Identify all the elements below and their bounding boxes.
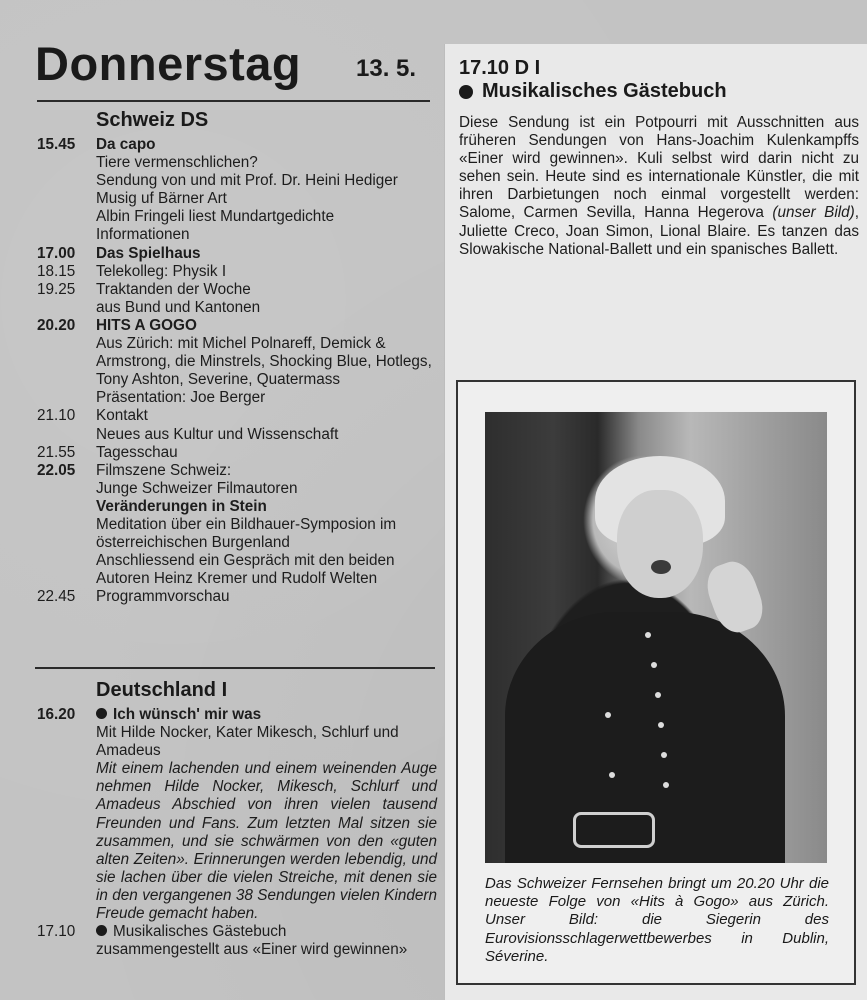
day-title: Donnerstag — [35, 37, 302, 90]
channel-title-schweiz: Schweiz DS — [96, 109, 209, 131]
photo-button — [661, 752, 667, 758]
photo-button — [651, 662, 657, 668]
program-line: Mit Hilde Nocker, Kater Mikesch, Schlurf und Amadeus — [96, 724, 399, 760]
program-line: Mit einem lachenden und einem weinenden Auge nehmen Hilde Nocker, Mikesch, Schlurf und Amadeus Abschied von ihren vielen tausend Freunden und Fans. Zum letzten Mal sitzen sie zusammen, und sie schwärmen von den «guten alten Zeiten». Erinnerungen werden lebendig, und sie lachen über die vielen Streiche, mit denen sie in den vergangenen 38 Sendungen vielen Kindern Freude gemacht haben. — [96, 760, 437, 923]
highlight-description — [459, 114, 859, 259]
program-line: Programmvorschau — [96, 588, 230, 606]
program-time: 18.15 — [37, 262, 76, 280]
program-body — [96, 923, 437, 959]
program-line: Neues aus Kultur und Wissenschaft — [96, 425, 339, 443]
program-body — [96, 263, 437, 281]
program-line: Meditation über ein Bildhauer-Symposion im österreichischen Burgenland — [96, 515, 397, 552]
divider — [37, 100, 430, 102]
photo-button — [605, 712, 611, 718]
program-line: Präsentation: Joe Berger — [96, 389, 266, 407]
highlight-title-text: Musikalisches Gästebuch — [482, 80, 727, 102]
photo-button — [645, 632, 651, 638]
program-body — [96, 317, 437, 407]
program-entry — [37, 588, 437, 606]
program-line: Anschliessend ein Gespräch mit den beiden Autoren Heinz Kremer und Rudolf Welten — [96, 552, 395, 588]
program-entry — [37, 281, 437, 317]
program-line: Informationen — [96, 226, 190, 244]
bullet-icon — [96, 708, 107, 719]
program-time: 17.10 — [37, 923, 76, 941]
program-line: Aus Zürich: mit Michel Polnareff, Demick & Armstrong, die Minstrels, Shocking Blue, Hotlegs, Tony Ashton, Severine, Quatermass — [96, 335, 432, 389]
program-line: Telekolleg: Physik I — [96, 262, 227, 280]
program-line: Junge Schweizer Filmautoren — [96, 479, 298, 497]
highlight-title — [459, 80, 727, 103]
program-line: Musikalisches Gästebuch — [96, 923, 437, 941]
photo-caption: Das Schweizer Fernsehen bringt um 20.20 Uhr die neueste Folge von «Hits à Gogo» aus Zürich. Unser Bild: die Siegerin des Eurovisionsschlagerwettbewerbes in Dublin, Séverine. — [485, 875, 829, 965]
program-line: Kontakt — [96, 407, 148, 425]
description-text: Diese Sendung ist ein Potpourri mit Ausschnitten aus früheren Sendungen von Hans-Joachim Kulenkampffs «Einer wird gewinnen». Kuli selbst wird darin nicht zu sehen sein. Heute sind es internationale Künstler, die mit ihren Darbietungen noch einmal vorgestellt werden: Salome, Carmen Sevilla, Hanna Hegerova — [459, 114, 859, 222]
program-list-schweiz — [37, 136, 437, 606]
program-body — [96, 444, 437, 462]
photo-mouth — [651, 560, 671, 574]
program-entry — [37, 263, 437, 281]
program-entry — [37, 923, 437, 959]
program-list-deutschland — [37, 706, 437, 959]
program-body — [96, 706, 437, 923]
program-time: 22.05 — [37, 461, 76, 479]
program-line: Das Spielhaus — [96, 244, 201, 262]
program-line: Traktanden der Woche — [96, 280, 251, 298]
photo-button — [655, 692, 661, 698]
program-entry — [37, 462, 437, 589]
photo-button — [609, 772, 615, 778]
day-date: 13. 5. — [356, 55, 417, 82]
description-text: , Juliette Creco, Joan Simon, Lional Blaire. Es tanzen das Slowakische National-Ballett und ein spanisches Ballett. — [459, 204, 859, 258]
program-body — [96, 136, 437, 245]
program-line: Tagesschau — [96, 443, 178, 461]
photo-button — [663, 782, 669, 788]
divider — [35, 667, 435, 669]
program-entry — [37, 444, 437, 462]
channel-title-deutschland: Deutschland I — [96, 679, 228, 701]
program-line: Da capo — [96, 136, 156, 153]
program-body — [96, 462, 437, 589]
program-body — [96, 588, 437, 606]
program-time: 15.45 — [37, 136, 76, 153]
program-time: 22.45 — [37, 588, 76, 606]
program-body — [96, 281, 437, 317]
program-entry — [37, 407, 437, 443]
program-line: zusammengestellt aus «Einer wird gewinnen» — [96, 941, 408, 959]
program-time: 21.10 — [37, 407, 76, 425]
program-entry — [37, 245, 437, 263]
singer-photo — [485, 412, 827, 863]
program-line: Albin Fringeli liest Mundartgedichte — [96, 208, 335, 226]
program-line: aus Bund und Kantonen — [96, 298, 261, 316]
program-line: Veränderungen in Stein — [96, 497, 267, 515]
photo-belt — [573, 812, 655, 848]
program-time: 19.25 — [37, 280, 76, 298]
program-time: 17.00 — [37, 244, 76, 262]
program-body — [96, 245, 437, 263]
program-body — [96, 407, 437, 443]
program-line: Sendung von und mit Prof. Dr. Heini Hediger — [96, 172, 398, 190]
program-line: Musig uf Bärner Art — [96, 190, 227, 208]
program-line: HITS A GOGO — [96, 316, 197, 334]
bullet-icon — [459, 85, 473, 99]
program-time: 16.20 — [37, 706, 76, 723]
bullet-icon — [96, 925, 107, 936]
photo-face — [617, 490, 703, 598]
highlight-panel — [444, 44, 867, 1000]
photo-box — [456, 380, 856, 985]
program-line: Ich wünsch' mir was — [96, 706, 437, 724]
highlight-time: 17.10 D I — [459, 57, 541, 79]
photo-button — [658, 722, 664, 728]
program-entry — [37, 136, 437, 245]
program-entry — [37, 706, 437, 923]
description-text: (unser Bild) — [772, 204, 855, 222]
program-time: 21.55 — [37, 443, 76, 461]
program-entry — [37, 317, 437, 407]
program-line: Tiere vermenschlichen? — [96, 154, 258, 172]
program-line: Filmszene Schweiz: — [96, 461, 232, 479]
program-time: 20.20 — [37, 316, 76, 334]
